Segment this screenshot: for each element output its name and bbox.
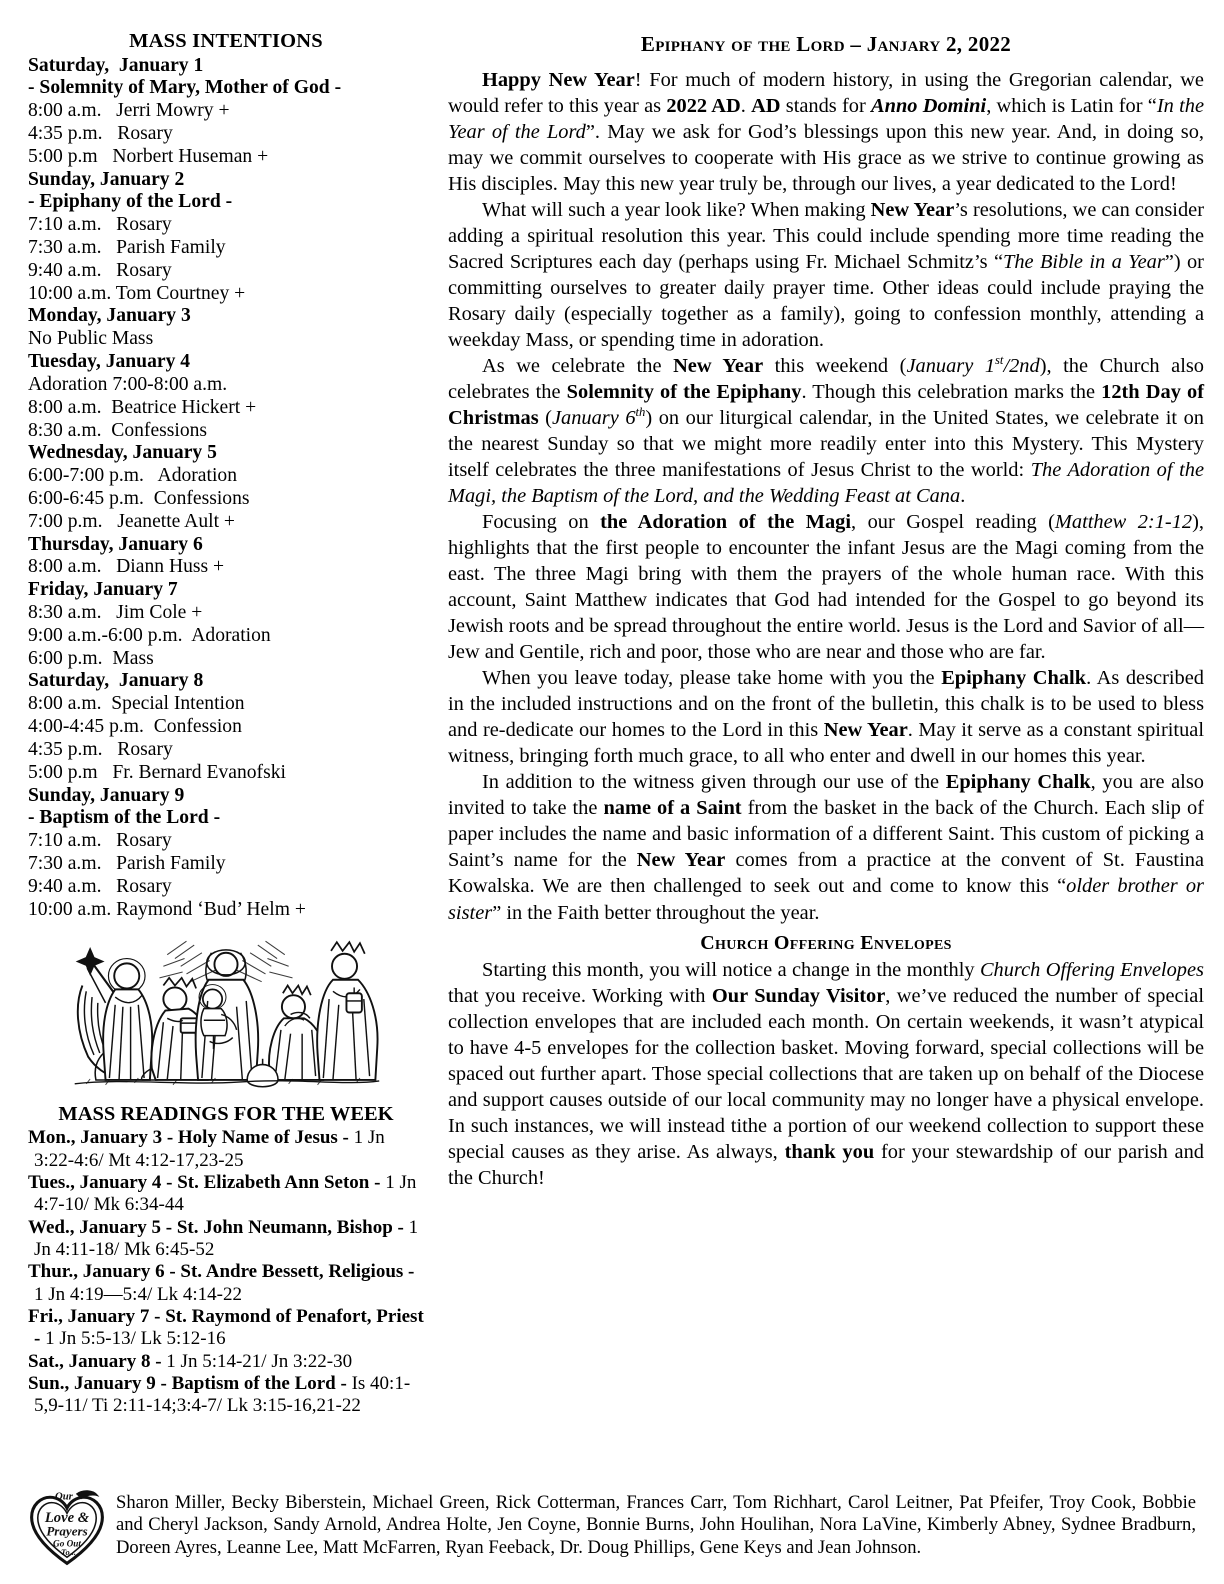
reading-citation: 1 Jn 4:7-10/ Mk 6:34-44 <box>34 1172 417 1216</box>
adoration-of-the-magi-icon <box>67 933 385 1093</box>
mass-entry: 8:00 a.m. Beatrice Hickert + <box>28 396 257 418</box>
mass-entry: 8:00 a.m. Special Intention <box>28 693 245 715</box>
emphasis-bold-italic: Anno Domini <box>871 95 987 118</box>
mass-readings-list <box>28 1127 424 1417</box>
mass-intentions-heading: MASS INTENTIONS <box>129 30 323 52</box>
mass-entry: 8:00 a.m. Jerri Mowry + <box>28 100 230 122</box>
emphasis-bold: Epiphany Chalk <box>945 771 1091 794</box>
mass-readings-heading: MASS READINGS FOR THE WEEK <box>58 1103 394 1126</box>
nativity-illustration-wrap <box>28 933 424 1093</box>
mass-day-heading: Sunday, January 2 <box>28 168 185 190</box>
mass-day-heading: Tuesday, January 4 <box>28 351 191 373</box>
mass-entry: 4:35 p.m. Rosary <box>28 122 173 144</box>
mass-entry: 7:00 p.m. Jeanette Ault + <box>28 510 235 532</box>
reading-item <box>28 1351 424 1373</box>
mass-day-heading: Wednesday, January 5 <box>28 442 217 464</box>
mass-entry: 9:40 a.m. Rosary <box>28 259 172 281</box>
reading-title: Thur., January 6 - St. Andre Bessett, Religious - <box>28 1261 415 1283</box>
emphasis-bold: Solemnity of the Epiphany <box>566 381 802 404</box>
emphasis-italic: older brother or sister <box>448 875 1204 924</box>
emphasis-bold: the Adoration of the Magi <box>600 511 852 534</box>
mass-entry: 8:00 a.m. Diann Huss + <box>28 556 225 578</box>
emphasis-bold: AD <box>751 95 781 118</box>
reading-citation: 1 Jn 5:5-13/ Lk 5:12-16 <box>45 1328 226 1350</box>
two-column-layout <box>28 30 1205 1450</box>
right-column <box>448 30 1204 1191</box>
mass-entry: 8:30 a.m. Jim Cole + <box>28 602 203 624</box>
mass-entry: 10:00 a.m. Raymond ‘Bud’ Helm + <box>28 898 306 920</box>
emphasis-italic: Matthew 2:1-12 <box>1054 511 1193 534</box>
reading-title: Tues., January 4 - St. Elizabeth Ann Seton - <box>28 1172 386 1194</box>
madonna-and-child-figure <box>196 950 259 1080</box>
mass-entry: Adoration 7:00-8:00 a.m. <box>28 373 228 395</box>
reading-title: Wed., January 5 - St. John Neumann, Bishop - <box>28 1216 409 1238</box>
emphasis-bold: 2022 AD <box>666 95 741 118</box>
reading-item <box>28 1261 424 1306</box>
reading-item <box>28 1127 424 1172</box>
emphasis-bold: Our Sunday Visitor <box>711 984 886 1007</box>
emphasis-bold: 12th Day of Christmas <box>448 381 1204 430</box>
mass-day-heading: Monday, January 3 <box>28 305 191 327</box>
prayer-list-footer <box>28 1488 1196 1568</box>
emphasis-bold: New Year <box>870 199 955 222</box>
reading-title: Fri., January 7 - St. Raymond of Penafort, Priest - <box>28 1305 424 1350</box>
reading-citation: 1 Jn 3:22-4:6/ Mt 4:12-17,23-25 <box>34 1127 385 1171</box>
mass-entry: 6:00-6:45 p.m. Confessions <box>28 487 250 509</box>
envelopes-paragraph: Starting this month, you will notice a change in the monthly Church Offering Envelopes that you receive. Working with Our Sunday Visitor, we’ve reduced the number of special collection envelopes that are included each month. On certain weekends, it wasn’t atypical to have 4-5 envelopes for the collection basket. Moving forward, special collections will be spaced out further apart. Those special collections that are taken up on behalf of the Diocese and support causes outside of our local community may no longer have a physical envelope. In such instances, we will instead tithe a portion of our weekend collection to support these special causes as they arise. As always, thank you for your stewardship of our parish and the Church! <box>448 958 1204 1189</box>
reading-item <box>28 1373 424 1418</box>
angel-figure <box>78 959 152 1080</box>
svg-text:Go Out: Go Out <box>53 1538 81 1549</box>
emphasis-bold: thank you <box>784 1140 875 1163</box>
emphasis-italic: January 6th <box>551 405 646 430</box>
mass-entry: 7:10 a.m. Rosary <box>28 214 172 236</box>
mass-entry: 4:00-4:45 p.m. Confession <box>28 716 242 738</box>
ordinal-superscript: th <box>635 405 646 420</box>
emphasis-italic: Church Offering Envelopes <box>979 958 1204 981</box>
mass-entry: 4:35 p.m. Rosary <box>28 738 173 760</box>
mass-entry: 6:00 p.m. Mass <box>28 647 154 669</box>
mass-day-heading: Thursday, January 6 <box>28 533 203 555</box>
mass-entry: 9:00 a.m.-6:00 p.m. Adoration <box>28 624 271 646</box>
ordinal-superscript: st <box>995 353 1004 368</box>
svg-text:Our: Our <box>54 1490 73 1503</box>
mass-entry: 9:40 a.m. Rosary <box>28 875 172 897</box>
mass-entry: 7:30 a.m. Parish Family <box>28 237 226 259</box>
svg-text:To...: To... <box>61 1546 77 1557</box>
left-column <box>28 30 424 1417</box>
article-paragraph: What will such a year look like? When making New Year’s resolutions, we can consider adding a spiritual resolution this year. This could include spending more time reading the Sacred Scriptures each day (perhaps using Fr. Michael Schmitz’s “The Bible in a Year”) or committing ourselves to greater daily prayer time. Other ideas could include praying the Rosary daily (especially together as a family), going to confession monthly, attending a weekday Mass, or spending time in adoration. <box>448 199 1204 352</box>
article-paragraph: Happy New Year! For much of modern history, in using the Gregorian calendar, we would refer to this year as 2022 AD. AD stands for Anno Domini, which is Latin for “In the Year of the Lord”. May we ask for God’s blessings upon this new year. And, in doing so, may we commit ourselves to cooperate with His grace as we strive to continue growing as His disciples. May this new year truly be, through our lives, a year dedicated to the Lord! <box>448 69 1205 196</box>
mass-entry: 7:30 a.m. Parish Family <box>28 852 226 874</box>
mass-entry: 10:00 a.m. Tom Courtney + <box>28 282 246 304</box>
article-body <box>448 67 1204 926</box>
mass-entry: 7:10 a.m. Rosary <box>28 830 172 852</box>
mass-entry: No Public Mass <box>28 328 154 350</box>
emphasis-bold: New Year <box>673 355 764 378</box>
mass-entry: 6:00-7:00 p.m. Adoration <box>28 465 237 487</box>
reading-citation: 1 Jn 4:11-18/ Mk 6:45-52 <box>34 1216 419 1260</box>
mass-day-heading: Saturday, January 8 <box>28 670 204 692</box>
emphasis-italic: The Adoration of the Magi, the Baptism of the Lord, and the Wedding Feast at Cana <box>448 459 1204 508</box>
svg-text:Prayers: Prayers <box>46 1523 88 1539</box>
article-title: Epiphany of the Lord – Janjary 2, 2022 <box>640 32 1012 56</box>
mass-day-subtitle: - Solemnity of Mary, Mother of God - <box>28 77 342 99</box>
mass-day-subtitle: - Epiphany of the Lord - <box>28 191 233 213</box>
article-paragraph: Focusing on the Adoration of the Magi, our Gospel reading (Matthew 2:1-12), highlights that the first people to encounter the infant Jesus are the Magi coming from the east. The three Magi bring with them the prayers of the whole human race. With this account, Saint Matthew indicates that God had intended for the Gospel to go beyond its Jewish roots and be spread throughout the entire world. Jesus is the Lord and Savior of all—Jew and Gentile, rich and poor, those who are near and those who are far. <box>448 511 1204 664</box>
reading-citation: 1 Jn 5:14-21/ Jn 3:22-30 <box>166 1350 353 1372</box>
reading-title: Mon., January 3 - Holy Name of Jesus - <box>28 1127 354 1149</box>
reading-title: Sun., January 9 - Baptism of the Lord - <box>28 1372 352 1394</box>
mass-day-heading: Saturday, January 1 <box>28 54 204 76</box>
emphasis-italic: January 1st/2nd <box>906 353 1040 378</box>
mass-entry: 8:30 a.m. Confessions <box>28 419 208 441</box>
magus-standing-right <box>317 943 377 1081</box>
mass-day-heading: Friday, January 7 <box>28 579 178 601</box>
article-paragraph: In addition to the witness given through our use of the Epiphany Chalk, you are also invited to take the name of a Saint from the basket in the back of the Church. Each slip of paper includes the name and basic information of a different Saint. This custom of picking a Saint’s name for the New Year comes from a practice at the convent of St. Faustina Kowalska. We are then challenged to seek out and come to know this “older brother or sister” in the Faith better throughout the year. <box>448 771 1204 924</box>
article-paragraph: As we celebrate the New Year this weekend (January 1st/2nd), the Church also celebrates the Solemnity of the Epiphany. Though this celebration marks the 12th Day of Christmas (January 6th) on our liturgical calendar, in the United States, we celebrate it on the nearest Sunday so that we might more readily enter into this Mystery. This Mystery itself celebrates the three manifestations of Jesus Christ to the world: The Adoration of the Magi, the Baptism of the Lord, and the Wedding Feast at Cana. <box>448 353 1204 508</box>
emphasis-italic: In the Year of the Lord <box>448 95 1204 144</box>
emphasis-bold: name of a Saint <box>603 797 742 820</box>
reading-citation: 1 Jn 4:19—5:4/ Lk 4:14-22 <box>34 1283 242 1305</box>
reading-citation: Is 40:1-5,9-11/ Ti 2:11-14;3:4-7/ Lk 3:15-16,21-22 <box>34 1372 411 1417</box>
mass-day-heading: Sunday, January 9 <box>28 784 185 806</box>
envelopes-section-title: Church Offering Envelopes <box>700 931 952 954</box>
emphasis-bold: New Year <box>823 719 908 742</box>
svg-text:Love &: Love & <box>44 1509 90 1526</box>
love-and-prayers-heart-icon <box>28 1488 106 1568</box>
mass-entry: 5:00 p.m Fr. Bernard Evanofski <box>28 761 286 783</box>
mass-day-subtitle: - Baptism of the Lord - <box>28 807 221 829</box>
emphasis-bold: Happy New Year <box>482 69 635 91</box>
article-paragraph: When you leave today, please take home with you the Epiphany Chalk. As described in the included instructions and on the front of the bulletin, this chalk is to be used to bless and re-dedicate our homes to the Lord in this New Year. May it serve as a constant spiritual witness, bringing forth much grace, to all who enter and dwell in our homes this year. <box>448 667 1205 768</box>
emphasis-bold: Epiphany Chalk <box>941 667 1087 690</box>
emphasis-italic: The Bible in a Year <box>1003 251 1165 274</box>
reading-item <box>28 1306 424 1351</box>
reading-item <box>28 1217 424 1262</box>
mass-entry: 5:00 p.m Norbert Huseman + <box>28 145 269 167</box>
prayer-names-text: Sharon Miller, Becky Biberstein, Michael Green, Rick Cotterman, Frances Carr, Tom Richhart, Carol Leitner, Pat Pfeifer, Troy Cook, Bobbie and Cheryl Jackson, Sandy Arnold, Andrea Holte, Jen Coyne, Bonnie Burns, John Houlihan, Nora LaVine, Kimberly Abney, Sydnee Bradburn, Doreen Ayres, Leanne Lee, Matt McFarren, Ryan Feeback, Dr. Doug Phillips, Gene Keys and Jean Johnson. <box>116 1492 1196 1558</box>
star-icon <box>76 947 117 1003</box>
reading-item <box>28 1172 424 1217</box>
emphasis-bold: New Year <box>636 849 726 872</box>
mass-intentions-list <box>28 55 424 922</box>
reading-title: Sat., January 8 - <box>28 1350 167 1372</box>
